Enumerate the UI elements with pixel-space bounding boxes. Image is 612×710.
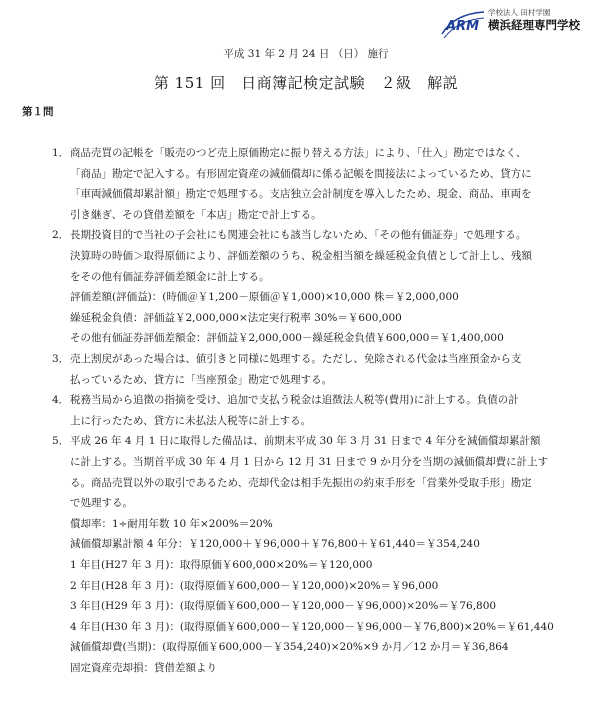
item-text: その他有価証券評価差額金：評価益￥2,000,000－繰延税金負債￥600,000＝￥1,400,000 [70, 332, 504, 345]
item-line [70, 517, 273, 531]
section-heading: 第１問 [22, 106, 54, 118]
item-line [70, 373, 332, 387]
item-line [70, 558, 372, 572]
item-line [70, 537, 480, 551]
item-text: 2 年目(H28 年 3 月)：(取得原価￥600,000－￥120,000)×20%＝￥96,000 [70, 579, 439, 592]
item-line [70, 270, 270, 284]
logo-mark-text: ARM [446, 19, 480, 34]
item-line [70, 620, 554, 634]
item-text: 決算時の時価＞取得原価により、評価差額のうち、税金相当額を繰延税金負債として計上し、残額 [70, 250, 532, 262]
item-line [70, 661, 217, 675]
item-text: 「車両減価償却累計額」勘定で処理する。支店独立会計制度を導入したため、現金、商品、車両を [70, 188, 532, 201]
item-text: で処理する。 [70, 497, 133, 510]
item-text: 償却率：1÷耐用年数 10 年×200%＝20% [70, 517, 273, 530]
item-text: る。商品売買以外の取引であるため、売却代金は相手先振出の約束手形を「営業外受取手形」勘定 [70, 476, 532, 489]
item-first-line [52, 434, 541, 448]
item-line [70, 414, 311, 428]
item-line [70, 455, 548, 469]
item-text: 平成 26 年 4 月 1 日に取得した備品は、前期末平成 30 年 3 月 31 日まで 4 年分を減価償却累計額 [70, 435, 541, 448]
item-text: 繰延税金負債：評価益￥2,000,000×法定実行税率 30%＝￥600,000 [70, 311, 402, 324]
item-text: 1 年目(H27 年 3 月)：取得原価￥600,000×20%＝￥120,000 [70, 559, 373, 571]
item-line [70, 599, 496, 613]
item-text: 上に行ったため、貸方に未払法人税等に計上する。 [70, 414, 312, 427]
item-text: 「商品」勘定で記入する。有形固定資産の減価償却に係る記帳を間接法によっているため、貸方に [70, 167, 532, 180]
item-text: をその他有価証券評価差額金に計上する。 [70, 270, 270, 283]
item-line [70, 579, 438, 593]
item-number: 3． [52, 353, 70, 365]
item-number: 1． [52, 147, 70, 159]
exam-date: 平成 31 年 2 月 24 日 （日） 施行 [223, 48, 389, 60]
page-title: 第 151 回 日商簿記検定試験 ２級 解説 [153, 74, 459, 92]
item-first-line [52, 352, 521, 366]
item-text: 売上割戻があった場合は、値引きと同様に処理する。ただし、免除される代金は当座預金から支 [70, 353, 522, 365]
item-text: 引き継ぎ、その貸借差額を「本店」勘定で計上する。 [70, 208, 322, 221]
item-line [70, 187, 532, 201]
item-first-line [52, 393, 519, 407]
org-name: 横浜経理専門学校 [488, 18, 580, 32]
item-text: 固定資産売却損：貸借差額より [70, 662, 217, 674]
item-line [70, 249, 532, 263]
item-first-line [52, 228, 526, 242]
arm-logo-icon [440, 8, 486, 42]
item-line [70, 496, 133, 510]
item-text: 減価償却費(当期)：(取得原価￥600,000－￥354,240)×20%×9 か月／12 か月＝￥36,864 [70, 641, 509, 654]
item-text: 税務当局から追徴の指摘を受け、追加で支払う税金は追徴法人税等(費用)に計上する。負債の計 [70, 394, 519, 407]
item-text: 4 年目(H30 年 3 月)：(取得原価￥600,000－￥120,000－￥96,000－￥76,800)×20%＝￥61,440 [70, 620, 554, 633]
item-text: 払っているため、貸方に「当座預金」勘定で処理する。 [70, 373, 333, 386]
item-number: 4． [52, 394, 70, 407]
item-line [70, 640, 509, 654]
item-text: 評価差額(評価益)：(時価＠￥1,200－原価＠￥1,000)×10,000 株＝￥2,000,000 [70, 291, 459, 304]
item-text: に計上する。当期首平成 30 年 4 月 1 日から 12 月 31 日まで 9 か月分を当期の減価償却費に計上す [70, 456, 549, 468]
school-logo [440, 6, 608, 46]
item-line [70, 311, 402, 325]
item-first-line [52, 146, 527, 160]
item-text: 3 年目(H29 年 3 月)：(取得原価￥600,000－￥120,000－￥96,000)×20%＝￥76,800 [70, 600, 497, 613]
item-text: 商品売買の記帳を「販売のつど売上原価勘定に振り替える方法」により、「仕入」勘定ではなく、 [70, 147, 527, 159]
item-line [70, 476, 532, 490]
item-line [70, 331, 504, 345]
item-text: 長期投資目的で当社の子会社にも関連会社にも該当しないため、「その他有価証券」で処理する。 [70, 229, 527, 242]
item-line [70, 208, 322, 222]
item-line [70, 167, 532, 181]
item-line [70, 290, 459, 304]
org-subtitle: 学校法人 田村学園 [488, 8, 551, 17]
item-number: 2． [52, 229, 70, 242]
item-number: 5． [52, 435, 70, 448]
item-text: 減価償却累計額 4 年分：￥120,000＋￥96,000＋￥76,800＋￥61,440＝￥354,240 [70, 538, 480, 551]
